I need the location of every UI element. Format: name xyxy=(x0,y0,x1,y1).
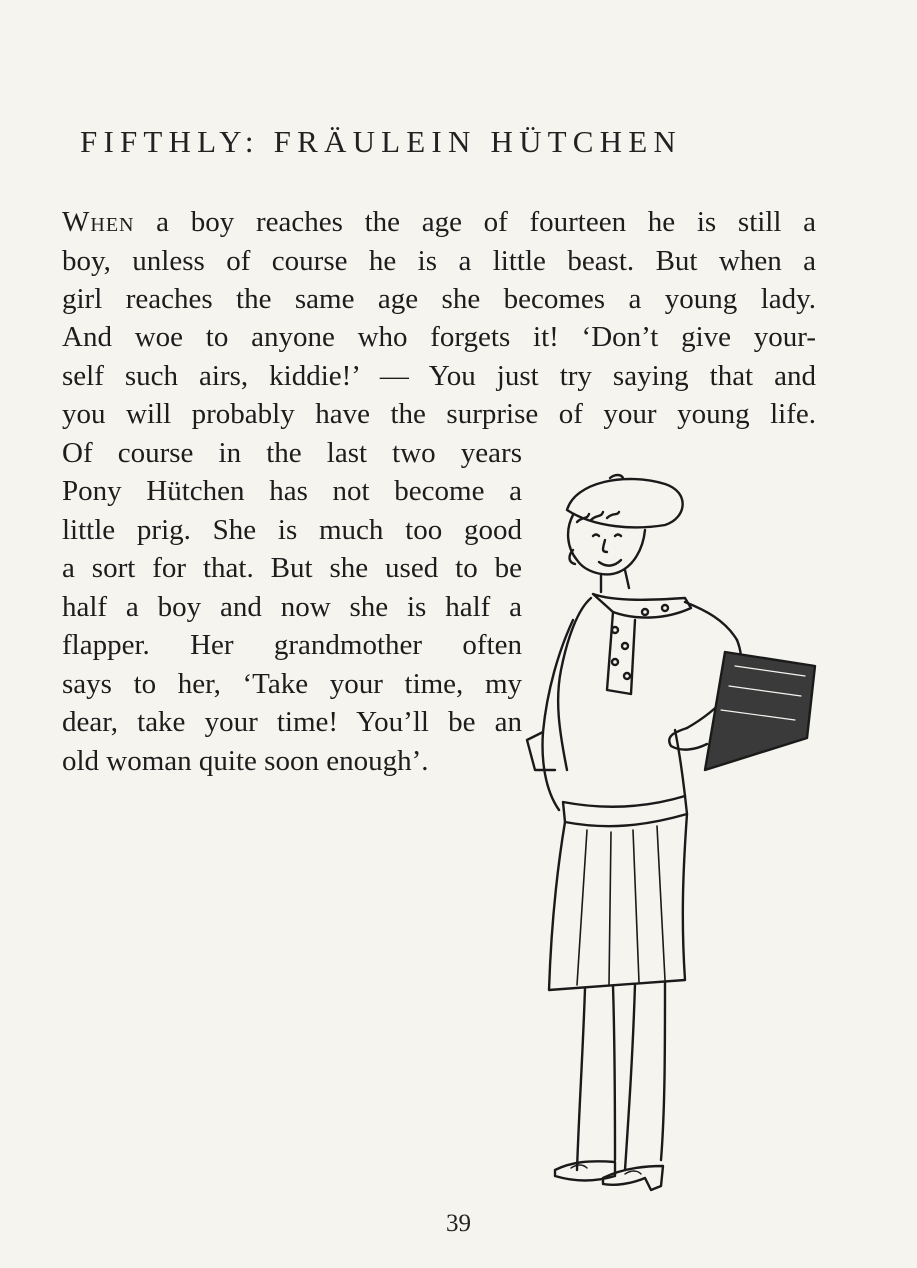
text-line-10: a sort for that. But she used to be xyxy=(62,552,522,584)
text-line-13: says to her, ‘Take your time, my xyxy=(62,668,522,700)
text-line-9: little prig. She is much too good xyxy=(62,514,522,546)
chapter-title: FIFTHLY: FRÄULEIN HÜTCHEN xyxy=(80,124,682,159)
text-line-7: Of course in the last two years xyxy=(62,437,522,469)
text-line-8: Pony Hütchen has not become a xyxy=(62,475,522,507)
text-line-5: self such airs, kiddie!’ — You just try saying that and xyxy=(62,360,816,392)
text-line-15: old woman quite soon enough’. xyxy=(62,745,429,777)
opening-word: When xyxy=(62,206,135,238)
page-number: 39 xyxy=(446,1210,471,1237)
text-line-3: girl reaches the same age she becomes a young lady. xyxy=(62,283,816,315)
text-line-4: And woe to anyone who forgets it! ‘Don’t give your- xyxy=(62,321,816,353)
text-line-12: flapper. Her grandmother often xyxy=(62,629,522,661)
text-line-11: half a boy and now she is half a xyxy=(62,591,522,623)
girl-with-satchel-drawing xyxy=(515,470,825,1200)
text-line-2: boy, unless of course he is a little beast. But when a xyxy=(62,245,816,277)
text-line-6: you will probably have the surprise of your young life. xyxy=(62,398,816,430)
text-line-14: dear, take your time! You’ll be an xyxy=(62,706,522,738)
text-line-1-rest: a boy reaches the age of fourteen he is still a xyxy=(134,206,816,238)
text-line-1 xyxy=(62,203,816,241)
